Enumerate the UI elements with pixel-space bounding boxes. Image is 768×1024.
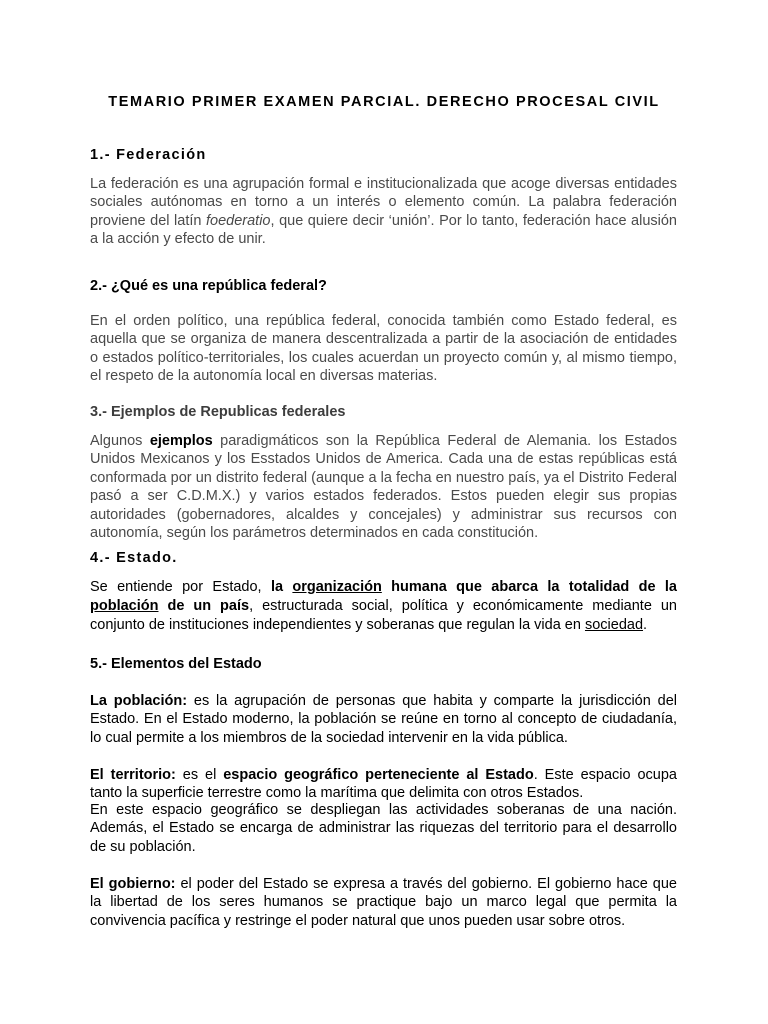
bold-underline-term: población (90, 598, 159, 614)
text: es la agrupación de personas que habita y comparte la jurisdicción del Estado. En el Estado moderno, la población se reúne en torno al concepto de ciudadanía, lo cual permite a los miembros de la sociedad intervenir en la vida pública. (90, 693, 677, 746)
document-title: TEMARIO PRIMER EXAMEN PARCIAL. DERECHO PROCESAL CIVIL (108, 94, 660, 110)
paragraph-territorio-2: En este espacio geográfico se despliegan las actividades soberanas de una nación. Además, el Estado se encarga de administrar las riquezas del territorio para el desarrollo de su población. (90, 802, 677, 855)
bold-text: humana que abarca la totalidad de la (381, 579, 677, 595)
bold-term: ejemplos (149, 433, 213, 449)
paragraph-estado (90, 578, 677, 635)
heading-federacion: 1.- Federación (90, 147, 207, 163)
text: el poder del Estado se expresa a través del gobierno. El gobierno hace que la libertad de los seres humanos se practique bajo un marco legal que permita la convivencia pacífica y restringe el poder natural que unos pueden usar sobre otros. (90, 876, 677, 929)
bold-text: de un país (158, 598, 250, 614)
text: paradigmáticos son la República Federal de Alemania. los Estados Unidos Mexicanos y los Esstados Unidos de America. Cada una de estas repúblicas está conformada por un distrito federal (aunque a la fecha en nuestro país, ya el Distrito Federal pasó a ser C.D.M.X.) y varios estados federados. Estos pueden elegir sus propias autoridades (gobernadores, alcaldes y concejales) y administrar sus recursos con autonomía, según los parámetros determinados en cada constitución. (90, 433, 677, 542)
text: , que quiere decir ‘unión’. Por lo tanto, federación hace alusión a la acción y efecto de unir. (90, 212, 677, 248)
underline-term: sociedad (584, 617, 644, 633)
text: , estructurada social, política y económicamente mediante un conjunto de instituciones independientes y soberanas que regulan la vida en (90, 598, 677, 633)
paragraph-poblacion (90, 692, 677, 747)
bold-underline-term: organización (292, 579, 382, 595)
paragraph-ejemplos (90, 432, 677, 542)
text: . Este espacio ocupa tanto la superficie terrestre como la marítima que delimita con otros Estados. (90, 767, 677, 802)
text: Algunos (90, 433, 150, 449)
term-label: La población: (90, 693, 188, 709)
paragraph-federacion (90, 175, 677, 249)
paragraph-republica-federal: En el orden político, una república federal, conocida también como Estado federal, es aquella que se organiza de manera descentralizada a partir de la asociación de entidades o estados político-territoriales, los cuales acuerdan un proyecto común y, al mismo tiempo, el respeto de la autonomía local en diversas materias. (90, 313, 677, 385)
paragraph-gobierno (90, 875, 677, 930)
italic-term: foederatio (206, 212, 271, 229)
heading-elementos: 5.- Elementos del Estado (90, 656, 262, 672)
bold-text: la (270, 579, 293, 595)
term-label: El territorio: (90, 767, 176, 783)
bold-text: espacio geográfico perteneciente al Estado (223, 767, 534, 783)
heading-republica-federal: 2.- ¿Qué es una república federal? (90, 278, 327, 294)
text: La federación es una agrupación formal e institucionalizada que acoge diversas entidades sociales autónomas en torno a un interés o elemento común. La palabra federación proviene del latín (90, 176, 677, 229)
text: Se entiende por Estado, (90, 579, 271, 595)
text: . (643, 617, 648, 633)
term-label: El gobierno: (90, 876, 176, 892)
heading-estado: 4.- Estado. (90, 550, 178, 566)
paragraph-territorio (90, 766, 677, 803)
heading-ejemplos: 3.- Ejemplos de Republicas federales (90, 404, 346, 420)
text: es el (175, 767, 224, 783)
